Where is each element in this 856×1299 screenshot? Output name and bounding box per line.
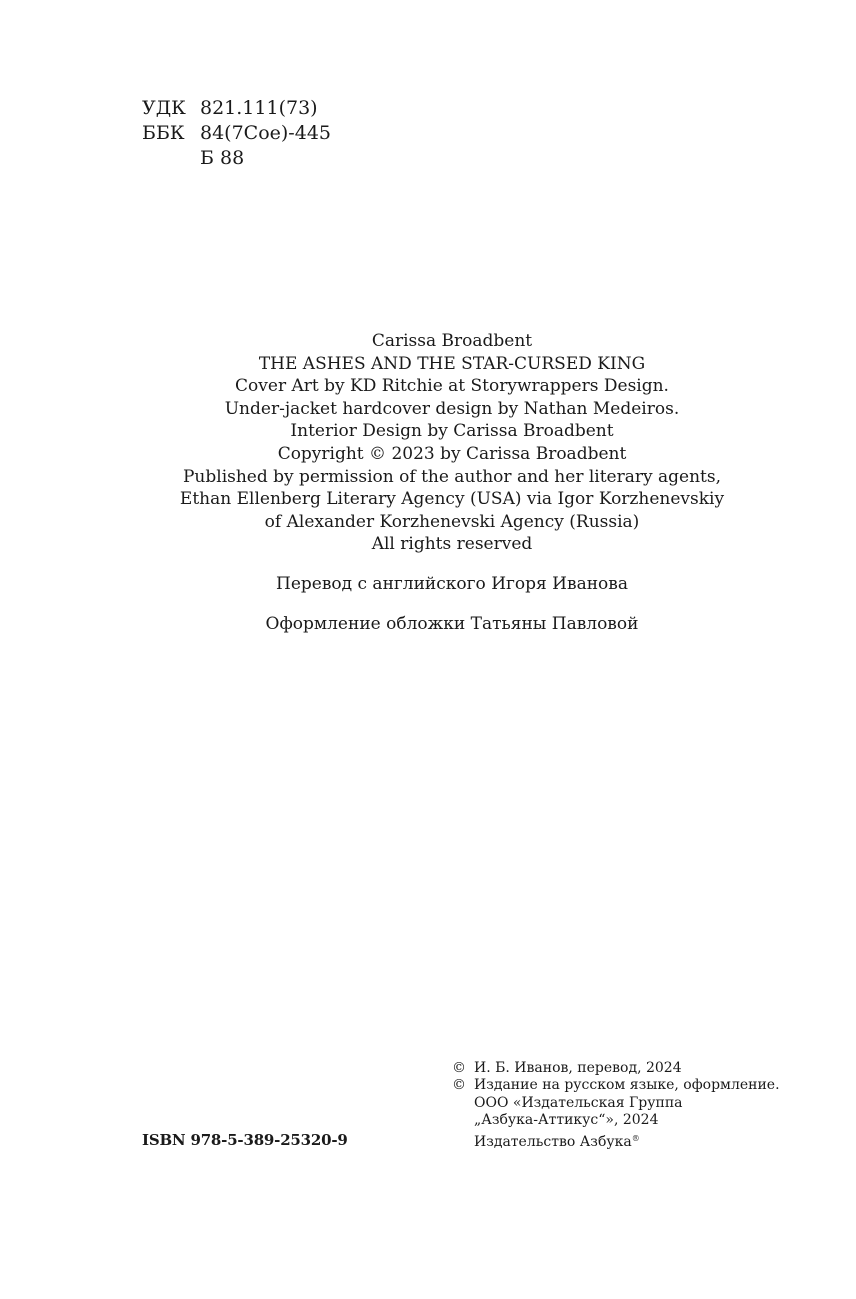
copyright-symbol: © — [452, 1077, 466, 1094]
original-credits — [0, 330, 856, 556]
bbk-row — [142, 121, 331, 146]
cover-designer-credit: Оформление обложки Татьяны Павловой — [265, 614, 639, 634]
imprint-name: Издательство Азбука — [474, 1133, 632, 1150]
publisher-line-2: „Азбука-Аттикус“», 2024 — [474, 1112, 659, 1129]
russian-copyrights — [452, 1060, 780, 1151]
credit-original-title: THE ASHES AND THE STAR-CURSED KING — [258, 353, 646, 374]
udk-label: УДК — [142, 97, 186, 119]
copyright-translation — [452, 1060, 780, 1077]
credit-copyright: Copyright © 2023 by Carissa Broadbent — [277, 443, 627, 464]
imprint-line — [452, 1130, 780, 1151]
udk-value: 821.111(73) — [200, 97, 318, 119]
udk-row — [142, 96, 331, 121]
isbn: ISBN 978-5-389-25320-9 — [142, 1131, 348, 1149]
credit-permission: Published by permission of the author and her literary agents, — [182, 466, 721, 487]
credit-agency-russia: of Alexander Korzhenevski Agency (Russia) — [264, 511, 640, 532]
credit-under-jacket: Under-jacket hardcover design by Nathan Medeiros. — [224, 398, 680, 419]
copyright-edition-text: Издание на русском языке, оформление. — [474, 1077, 780, 1094]
translator-credit: Перевод с английского Игоря Иванова — [276, 574, 628, 594]
bbk-label: ББК — [142, 122, 185, 144]
credit-rights-reserved: All rights reserved — [371, 534, 533, 555]
credit-agency-usa: Ethan Ellenberg Literary Agency (USA) via Igor Korzhenevskiy — [179, 489, 725, 510]
copyright-translation-text: И. Б. Иванов, перевод, 2024 — [474, 1060, 682, 1076]
credit-author: Carissa Broadbent — [371, 331, 533, 351]
credit-cover-art: Cover Art by KD Ritchie at Storywrappers Design. — [235, 376, 669, 397]
bbk-value: 84(7Сое)-445 — [200, 122, 331, 144]
publisher-line-1: ООО «Издательская Группа — [474, 1094, 683, 1111]
author-mark: Б 88 — [200, 147, 245, 169]
registered-mark: ® — [631, 1133, 640, 1143]
copyright-edition — [452, 1077, 780, 1094]
copyright-symbol: © — [452, 1060, 466, 1076]
credit-interior-design: Interior Design by Carissa Broadbent — [290, 421, 614, 442]
catalog-codes — [142, 96, 331, 171]
